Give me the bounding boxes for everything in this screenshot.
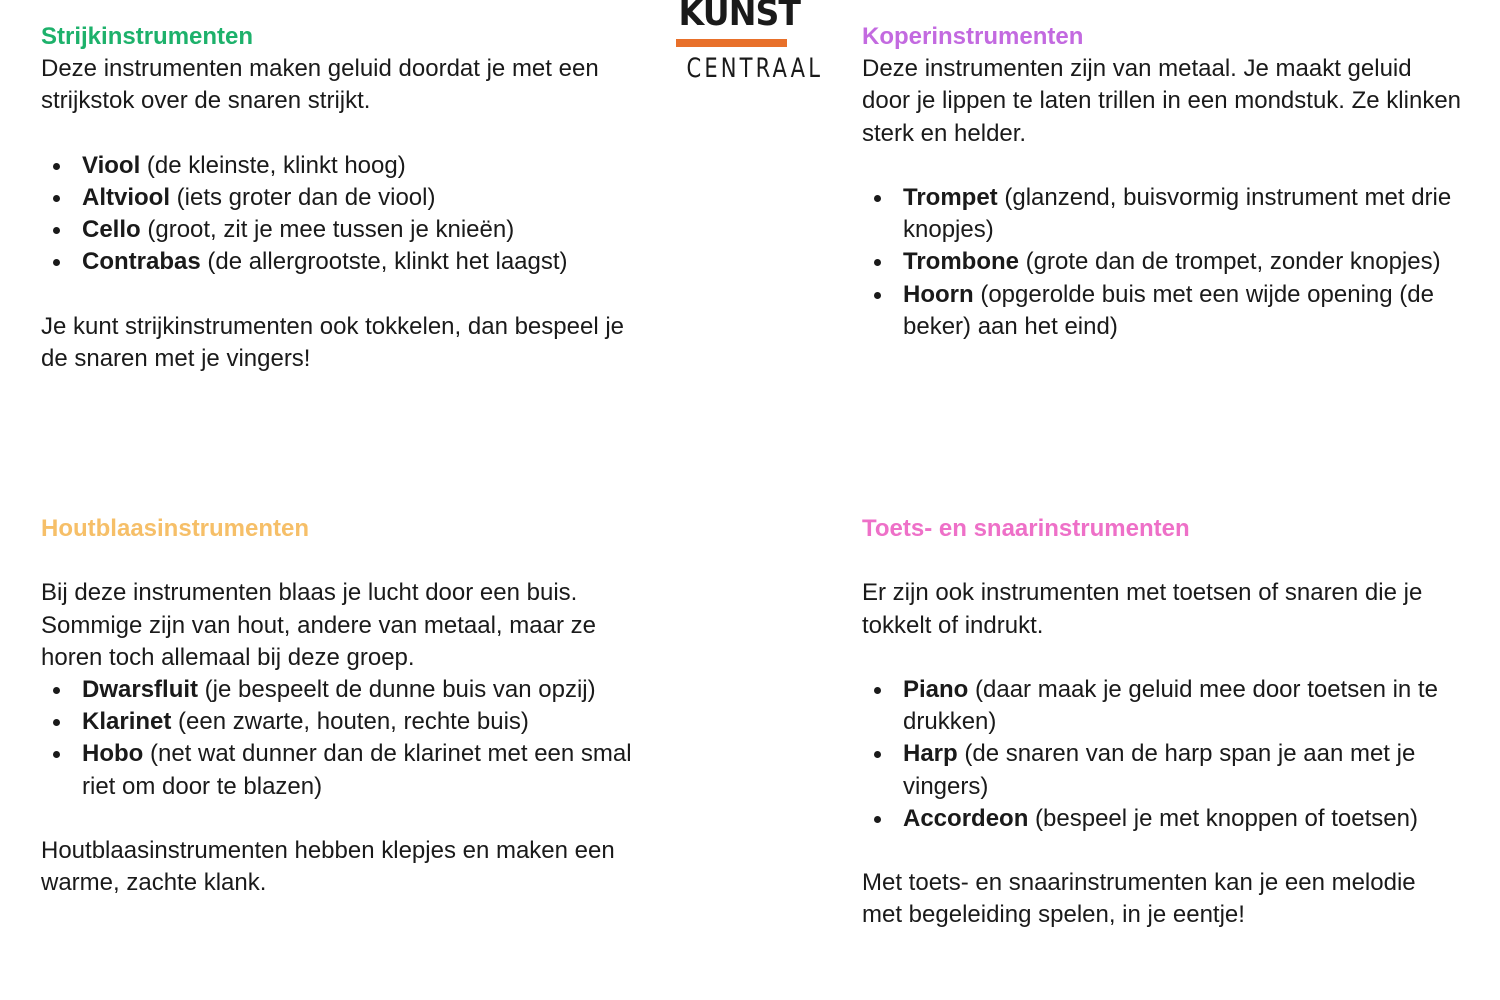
logo-top-text: KUNST bbox=[678, 0, 801, 34]
instrument-description: (glanzend, buisvormig instrument met drie knopjes) bbox=[903, 184, 1452, 244]
instrument-name: Piano bbox=[903, 675, 969, 703]
section-title: Houtblaasinstrumenten bbox=[41, 515, 310, 542]
section-intro: Deze instrumenten maken geluid doordat je met een strijkstok over de snaren strijkt. bbox=[41, 55, 599, 115]
section-outro: Houtblaasinstrumenten hebben klepjes en maken een warme, zachte klank. bbox=[41, 837, 615, 897]
intro-gap bbox=[41, 118, 641, 150]
instrument-list bbox=[41, 150, 641, 279]
instrument-name: Accordeon bbox=[903, 804, 1029, 832]
instrument-name: Altviool bbox=[82, 184, 170, 211]
instrument-name: Klarinet bbox=[82, 708, 172, 736]
instrument-item bbox=[862, 674, 1462, 738]
instrument-item bbox=[41, 150, 641, 182]
intro-gap bbox=[862, 642, 1462, 674]
section-strijkinstrumenten bbox=[41, 21, 641, 375]
section-outro: Met toets- en snaarinstrumenten kan je een melodie met begeleiding spelen, in je eentje! bbox=[862, 869, 1416, 929]
section-title: Strijkinstrumenten bbox=[41, 23, 254, 50]
section-intro: Er zijn ook instrumenten met toetsen of snaren die je tokkelt of indrukt. bbox=[862, 579, 1423, 639]
instrument-item bbox=[862, 738, 1462, 802]
instrument-description: (grote dan de trompet, zonder knopjes) bbox=[1019, 248, 1441, 276]
instrument-item bbox=[41, 182, 641, 214]
section-koperinstrumenten bbox=[862, 21, 1462, 343]
instrument-description: (een zwarte, houten, rechte buis) bbox=[171, 708, 529, 736]
instrument-name: Trompet bbox=[903, 184, 998, 211]
section-intro: Bij deze instrumenten blaas je lucht door een buis. Sommige zijn van hout, andere van metaal, maar ze horen toch allemaal bij deze groep. bbox=[41, 579, 596, 671]
instrument-name: Contrabas bbox=[82, 248, 201, 276]
instrument-description: (opgerolde buis met een wijde opening (de beker) aan het eind) bbox=[903, 280, 1434, 340]
list-gap bbox=[41, 803, 641, 835]
section-toets-en-snaarinstrumenten bbox=[862, 513, 1462, 932]
instrument-name: Trombone bbox=[903, 248, 1020, 276]
instrument-item bbox=[41, 738, 641, 802]
instrument-description: (je bespeelt de dunne buis van opzij) bbox=[198, 676, 596, 703]
title-gap bbox=[862, 545, 1462, 577]
section-title: Koperinstrumenten bbox=[862, 23, 1084, 50]
logo-bottom-text: CENTRAAL bbox=[686, 53, 824, 84]
instrument-name: Harp bbox=[903, 740, 958, 768]
title-gap bbox=[41, 545, 641, 577]
instrument-name: Viool bbox=[82, 151, 141, 179]
instrument-description: (bespeel je met knoppen of toetsen) bbox=[1028, 804, 1418, 832]
instrument-description: (groot, zit je mee tussen je knieën) bbox=[140, 216, 515, 244]
instrument-item bbox=[862, 279, 1462, 343]
logo-bar bbox=[676, 39, 787, 47]
instrument-name: Hoorn bbox=[903, 280, 974, 308]
instrument-list bbox=[41, 674, 641, 803]
instrument-item bbox=[41, 214, 641, 246]
instrument-name: Cello bbox=[82, 216, 141, 244]
kunst-centraal-logo bbox=[674, 0, 824, 86]
section-intro: Deze instrumenten zijn van metaal. Je maakt geluid door je lippen te laten trillen in een mondstuk. Ze klinken sterk en helder. bbox=[862, 55, 1462, 147]
instrument-description: (net wat dunner dan de klarinet met een smal riet om door te blazen) bbox=[82, 740, 632, 800]
instrument-item bbox=[862, 803, 1462, 835]
instrument-item bbox=[41, 706, 641, 738]
instrument-description: (de allergrootste, klinkt het laagst) bbox=[200, 248, 568, 276]
intro-gap bbox=[862, 150, 1462, 182]
list-gap bbox=[862, 835, 1462, 867]
instrument-name: Dwarsfluit bbox=[82, 676, 199, 703]
instrument-description: (iets groter dan de viool) bbox=[170, 184, 436, 211]
instrument-list bbox=[862, 182, 1462, 343]
instrument-description: (de kleinste, klinkt hoog) bbox=[140, 151, 406, 179]
section-title: Toets- en snaarinstrumenten bbox=[862, 515, 1190, 542]
section-houtblaasinstrumenten bbox=[41, 513, 641, 899]
instrument-item bbox=[862, 246, 1462, 278]
list-gap bbox=[41, 279, 641, 311]
instrument-description: (de snaren van de harp span je aan met je vingers) bbox=[903, 740, 1416, 800]
instrument-item bbox=[41, 674, 641, 706]
instrument-item bbox=[41, 246, 641, 278]
instrument-list bbox=[862, 674, 1462, 835]
section-outro: Je kunt strijkinstrumenten ook tokkelen, dan bespeel je de snaren met je vingers! bbox=[41, 312, 624, 372]
instrument-item bbox=[862, 182, 1462, 246]
instrument-description: (daar maak je geluid mee door toetsen in te drukken) bbox=[903, 675, 1438, 736]
instrument-name: Hobo bbox=[82, 740, 144, 768]
